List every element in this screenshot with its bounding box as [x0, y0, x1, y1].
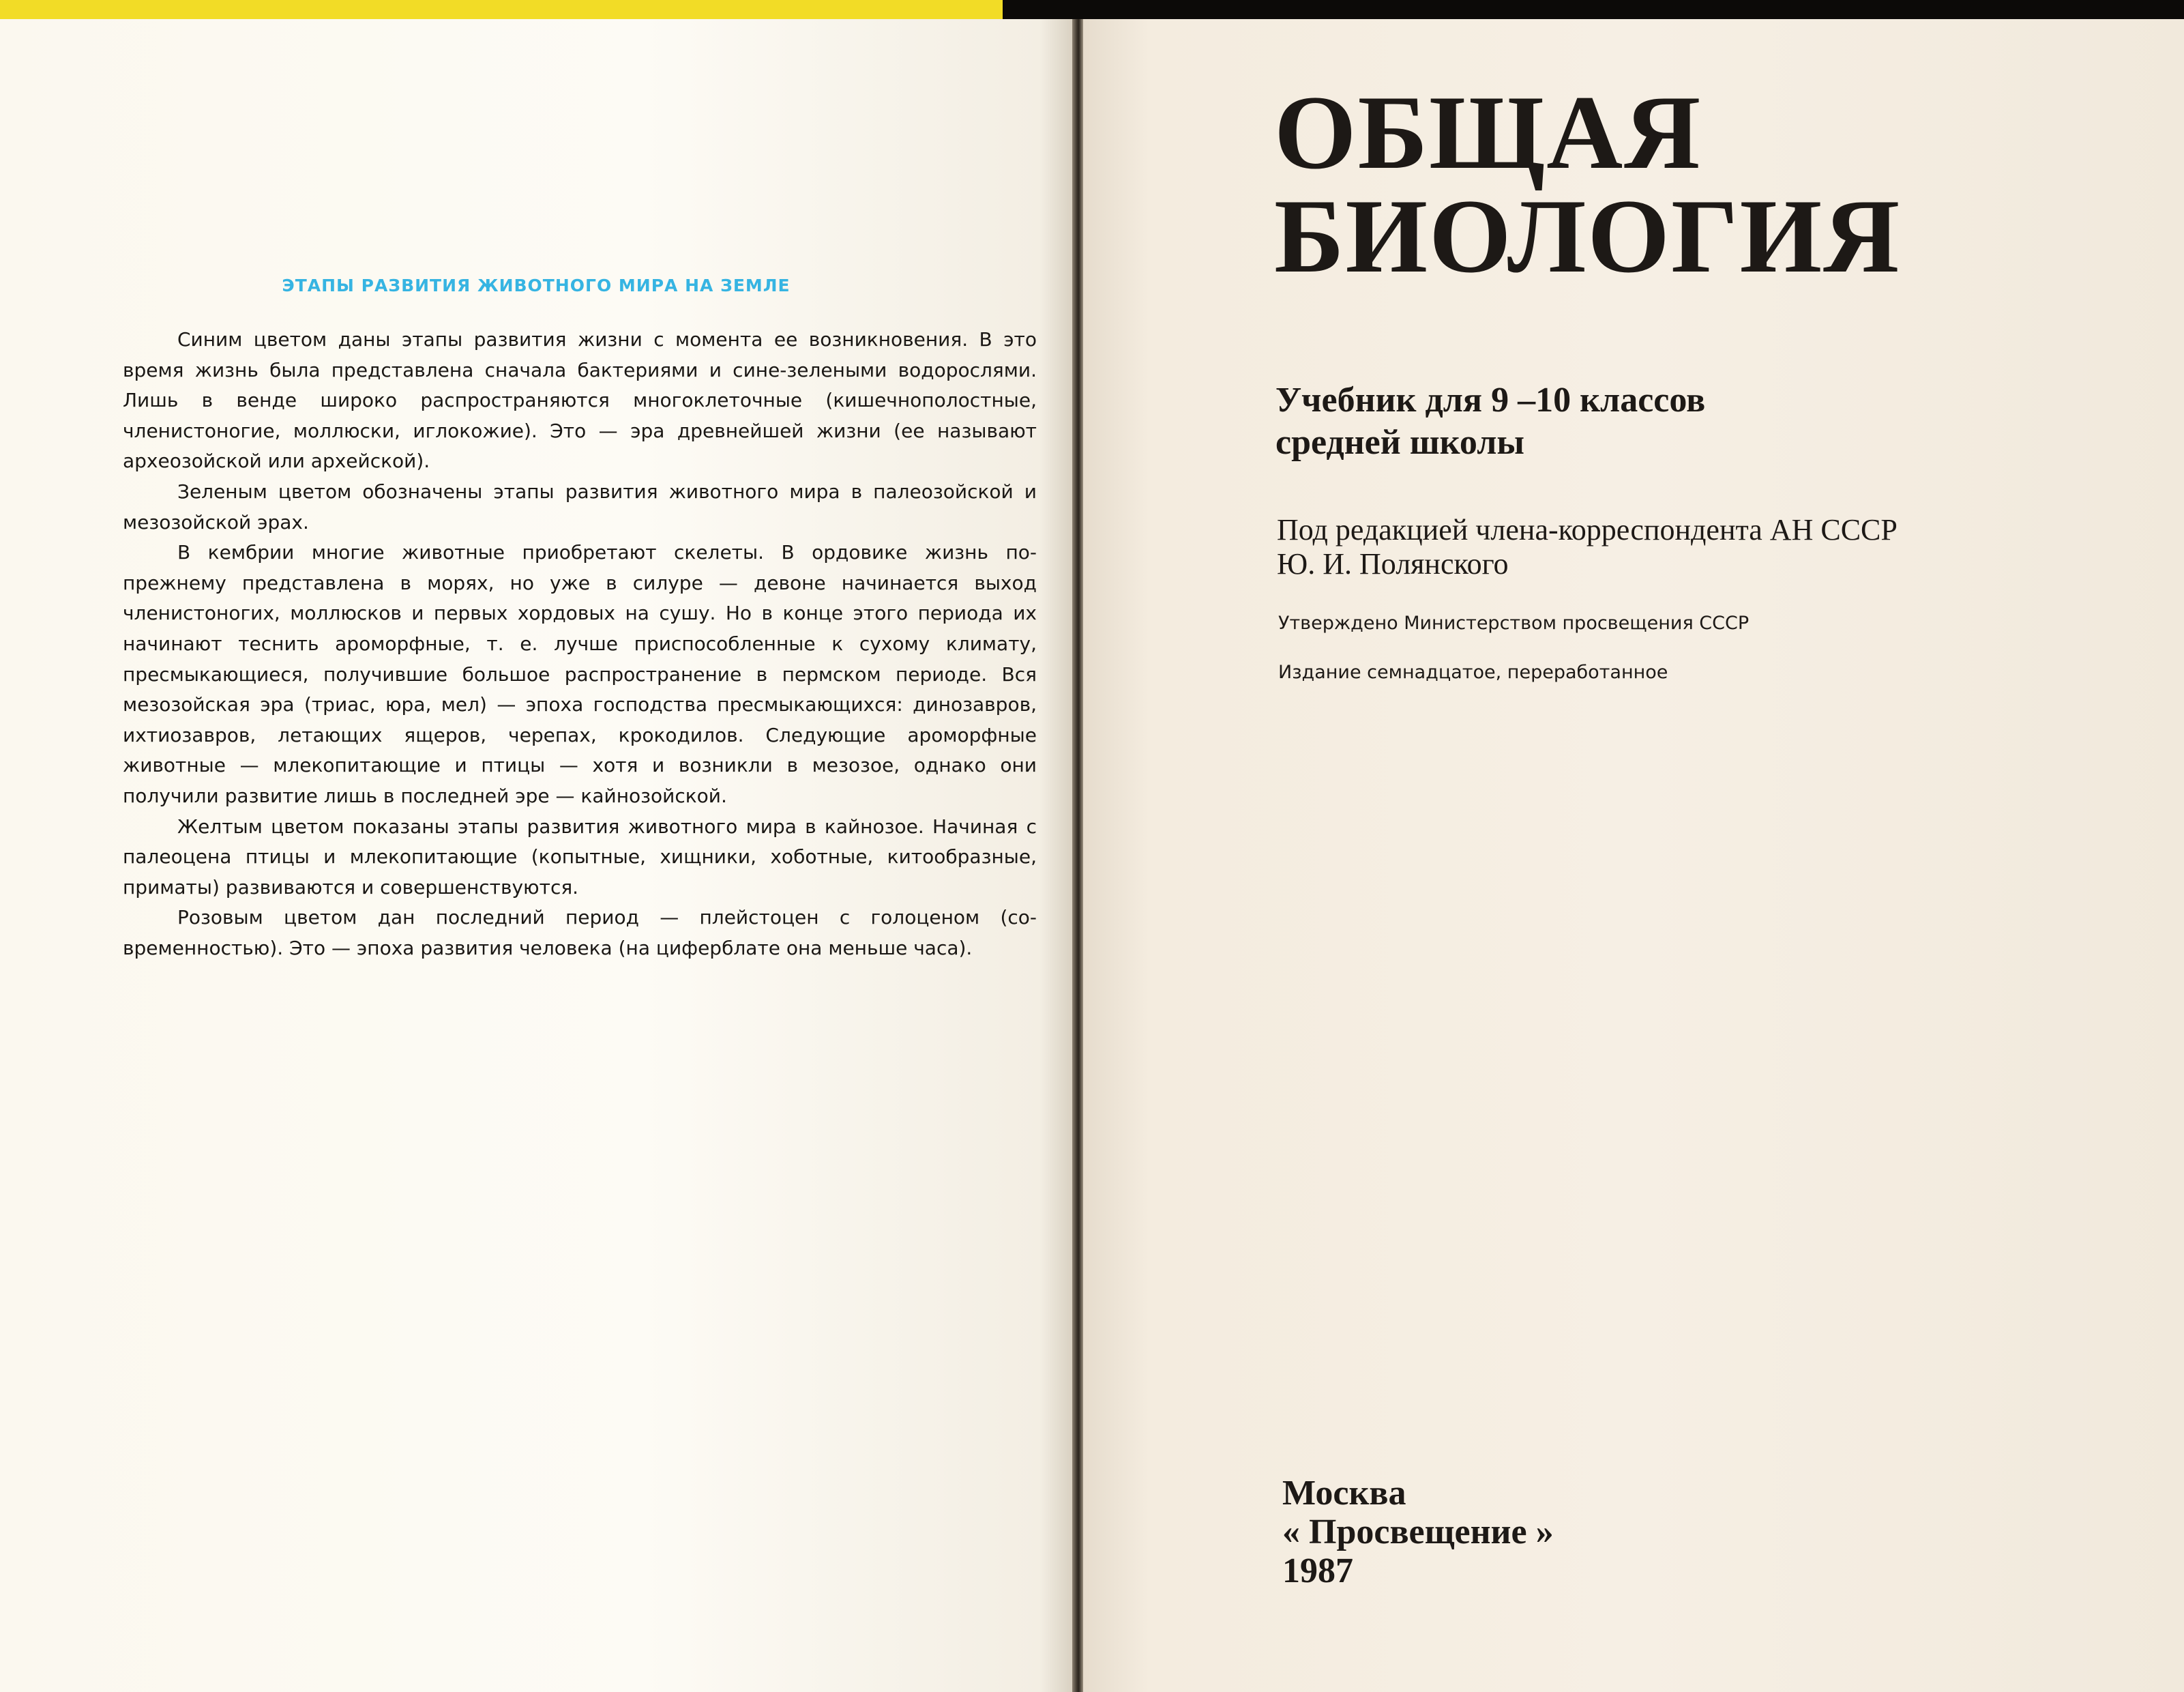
- book-edge-dark: [1003, 0, 2184, 20]
- body-text: [123, 325, 1037, 963]
- edition-note: Издание семнадцатое, переработанное: [1278, 662, 1668, 683]
- imprint-year: 1987: [1282, 1551, 1353, 1590]
- editor-line: Ю. И. Полянского: [1277, 547, 1509, 581]
- editor-credit: [1277, 513, 1898, 581]
- book-gutter: [1072, 19, 1083, 1692]
- imprint-publisher: « Просвещение »: [1282, 1513, 1554, 1551]
- paragraph-paleozoic-mesozoic: В кембрии многие животные приобретают скелеты. В ордовике жизнь по-прежнему представлена в морях, но уже в силуре — девоне начинается выход членистоногих, моллюсков и первых хордовых на сушу. Но в конце этого периода их начинают теснить ароморфные, т. е. лучше приспособленные к сухому климату, пресмыкающиеся, получившие большое распространение в пермском периоде. Вся мезозойская эра (триас, юра, мел) — эпоха господства пресмыкающихся: динозавров, ихтиозавров, летающих ящеров, черепах, крокодилов. Следующие ароморфные животные — млекопитающие и птицы — хотя и возникли в мезозое, однако они получили развитие лишь в последней эре — кайнозойской.: [123, 541, 1037, 807]
- subtitle-line: Учебник для 9 –10 классов: [1275, 381, 1706, 420]
- paragraph-green: Зеленым цветом обозначены этапы развития животного мира в палеозойской и мезозойской эрах.: [123, 480, 1037, 534]
- paragraph-blue: Синим цветом даны этапы развития жизни с момента ее возникновения. В это время жизнь была представлена сначала бактериями и сине-зелеными водорослями. Лишь в венде широко распространяются многоклеточные (кишечнополостные, членистоногие, моллюски, иглокожие). Это — эра древнейшей жизни (ее называют археозойской или архейской).: [123, 328, 1037, 473]
- paragraph-yellow: Желтым цветом показаны этапы развития животного мира в кайнозое. Начиная с палеоцена птицы и млекопитающие (копытные, хищники, хоботные, китообразные, приматы) развиваются и совершенствуются.: [123, 815, 1037, 899]
- book-title: [1274, 74, 1902, 295]
- paragraph-pink: Розовым цветом дан последний период — плейстоцен с голоценом (современностью). Это — эпоха развития человека (на циферблате она меньше часа).: [123, 906, 1037, 959]
- editor-line: Под редакцией члена-корреспондента АН СССР: [1277, 513, 1898, 546]
- title-line: БИОЛОГИЯ: [1274, 177, 1902, 295]
- approval-note: Утверждено Министерством просвещения СССР: [1278, 613, 1750, 634]
- imprint-city: Москва: [1282, 1474, 1406, 1513]
- subtitle-line: средней школы: [1275, 423, 1524, 462]
- title-line: ОБЩАЯ: [1274, 74, 1702, 191]
- publisher-imprint: [1282, 1474, 1554, 1590]
- section-heading: ЭТАПЫ РАЗВИТИЯ ЖИВОТНОГО МИРА НА ЗЕМЛЕ: [282, 276, 791, 295]
- book-subtitle: [1275, 379, 1705, 464]
